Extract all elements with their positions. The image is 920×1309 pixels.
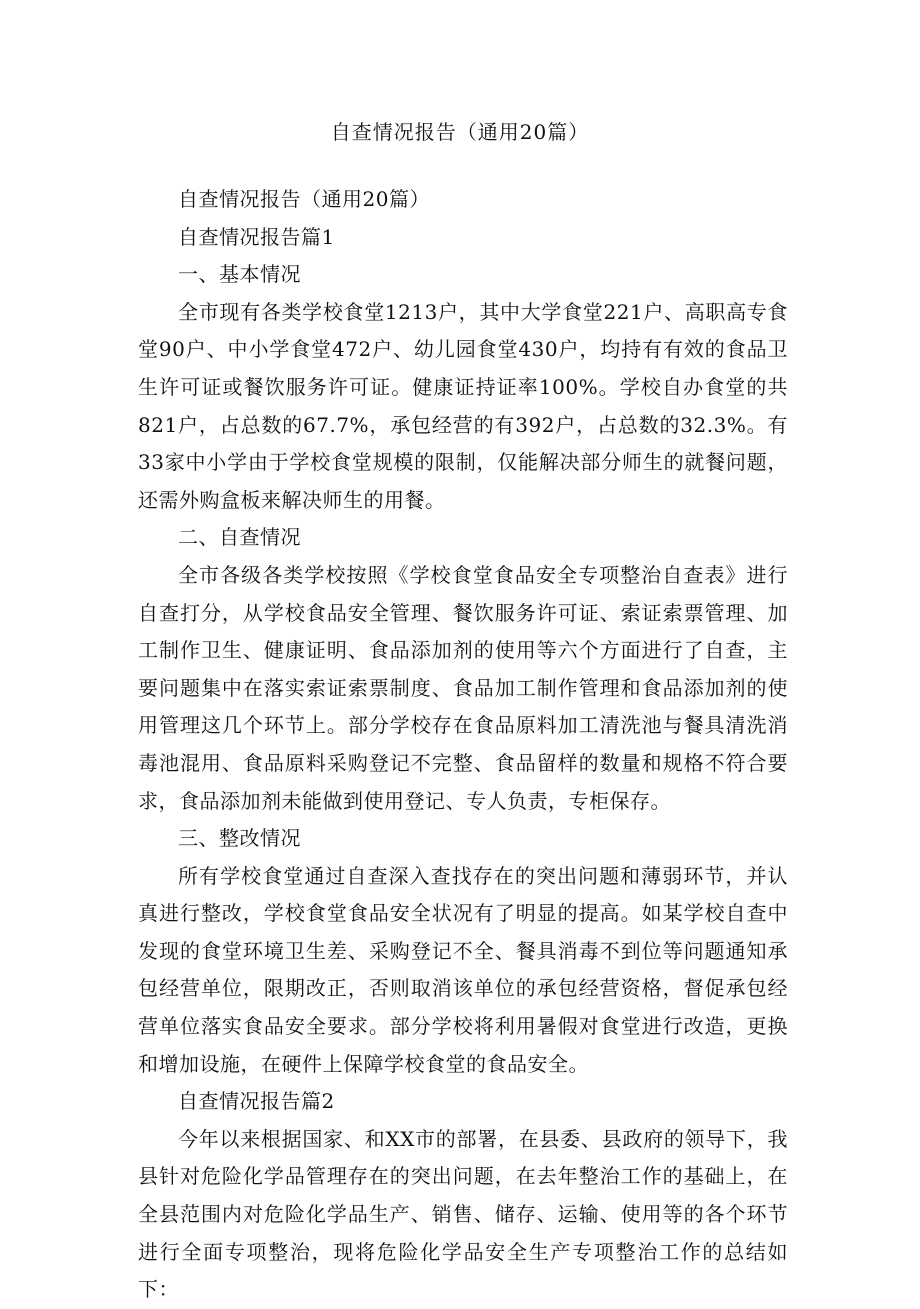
section-heading-part1: 自查情况报告篇1	[178, 224, 335, 249]
document-title: 自查情况报告（通用20篇）	[330, 120, 590, 144]
section-heading-part2: 自查情况报告篇2	[178, 1089, 335, 1114]
heading-rectification: 三、整改情况	[178, 826, 301, 851]
heading-self-inspection: 二、自查情况	[178, 525, 301, 550]
heading-basic-situation: 一、基本情况	[178, 262, 301, 287]
paragraph-rectification: 所有学校食堂通过自查深入查找存在的突出问题和薄弱环节，并认真进行整改，学校食堂食品安全状况有了明显的提高。如某学校自查中发现的食堂环境卫生差、采购登记不全、餐具消毒不到位等问题通知承包经营单位，限期改正，否则取消该单位的承包经营资格，督促承包经营单位落实食品安全要求。部分学校将利用暑假对食堂进行改造，更换和增加设施，在硬件上保障学校食堂的食品安全。	[138, 863, 788, 1076]
paragraph-subtitle: 自查情况报告（通用20篇）	[178, 187, 430, 211]
document-body	[138, 181, 788, 1309]
paragraph-basic-situation: 全市现有各类学校食堂1213户，其中大学食堂221户、高职高专食堂90户、中小学食堂472户、幼儿园食堂430户，均持有有效的食品卫生许可证或餐饮服务许可证。健康证持证率100%。学校自办食堂的共821户，占总数的67.7%，承包经营的有392户，占总数的32.3%。有33家中小学由于学校食堂规模的限制，仅能解决部分师生的就餐问题，还需外购盒板来解决师生的用餐。	[138, 299, 788, 512]
paragraph-self-inspection: 全市各级各类学校按照《学校食堂食品安全专项整治自查表》进行自查打分，从学校食品安全管理、餐饮服务许可证、索证索票管理、加工制作卫生、健康证明、食品添加剂的使用等六个方面进行了自查，主要问题集中在落实索证索票制度、食品加工制作管理和食品添加剂的使用管理这几个环节上。部分学校存在食品原料加工清洗池与餐具清洗消毒池混用、食品原料采购登记不完整、食品留样的数量和规格不符合要求，食品添加剂未能做到使用登记、专人负责，专柜保存。	[138, 562, 788, 813]
paragraph-part2-intro: 今年以来根据国家、和XX市的部署，在县委、县政府的领导下，我县针对危险化学品管理存在的突出问题，在去年整治工作的基础上，在全县范围内对危险化学品生产、销售、储存、运输、使用等的各个环节进行全面专项整治，现将危险化学品安全生产专项整治工作的总结如下：	[138, 1126, 788, 1302]
